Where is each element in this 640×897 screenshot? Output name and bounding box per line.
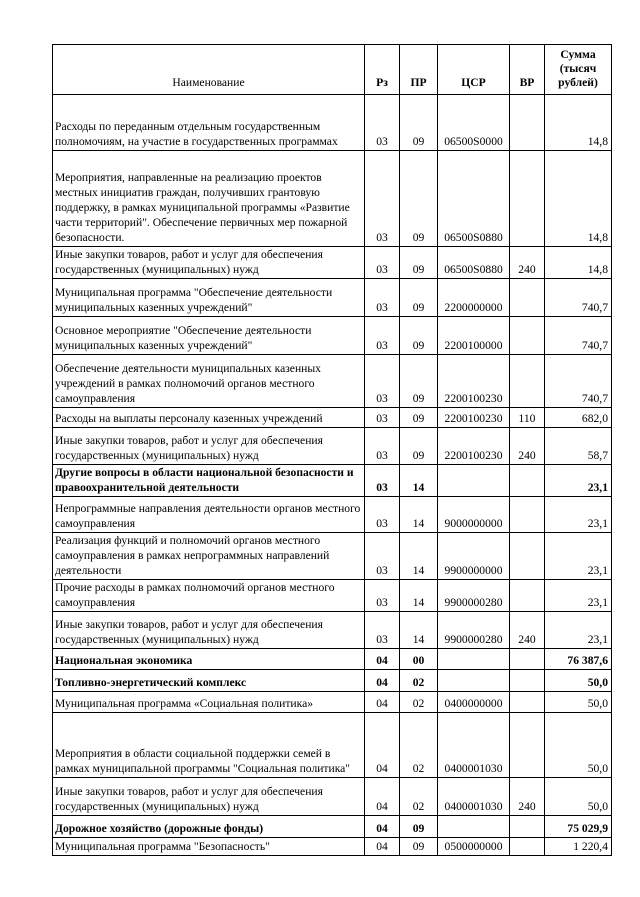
cell-sum: 23,1 (545, 612, 612, 649)
cell-vr (510, 649, 545, 670)
cell-name: Муниципальная программа "Обеспечение деятельности муниципальных казенных учреждений" (53, 279, 365, 317)
cell-rz: 04 (365, 649, 400, 670)
table-row (53, 465, 612, 497)
cell-vr: 240 (510, 778, 545, 816)
cell-csr: 0400001030 (438, 713, 510, 778)
cell-pr: 09 (400, 247, 438, 279)
table-row (53, 317, 612, 355)
cell-name: Обеспечение деятельности муниципальных казенных учреждений в рамках полномочий органов местного самоуправления (53, 355, 365, 408)
cell-csr: 9000000000 (438, 497, 510, 533)
cell-csr: 0400000000 (438, 692, 510, 713)
cell-rz: 04 (365, 778, 400, 816)
table-row (53, 580, 612, 612)
cell-pr: 14 (400, 533, 438, 580)
cell-vr (510, 533, 545, 580)
table-row (53, 612, 612, 649)
cell-pr: 00 (400, 649, 438, 670)
cell-pr: 14 (400, 465, 438, 497)
cell-csr: 9900000000 (438, 533, 510, 580)
cell-rz: 03 (365, 580, 400, 612)
cell-vr (510, 713, 545, 778)
cell-name: Основное мероприятие "Обеспечение деятельности муниципальных казенных учреждений" (53, 317, 365, 355)
cell-name: Иные закупки товаров, работ и услуг для обеспечения государственных (муниципальных) нужд (53, 778, 365, 816)
cell-sum: 50,0 (545, 692, 612, 713)
cell-vr (510, 670, 545, 692)
cell-name: Иные закупки товаров, работ и услуг для обеспечения государственных (муниципальных) нужд (53, 612, 365, 649)
cell-csr: 0400001030 (438, 778, 510, 816)
cell-rz: 03 (365, 355, 400, 408)
cell-csr (438, 465, 510, 497)
cell-rz: 03 (365, 408, 400, 428)
cell-vr (510, 151, 545, 247)
cell-rz: 03 (365, 151, 400, 247)
table-row (53, 692, 612, 713)
table-row (53, 649, 612, 670)
table-row (53, 778, 612, 816)
cell-rz: 04 (365, 670, 400, 692)
table-row (53, 151, 612, 247)
cell-sum: 740,7 (545, 355, 612, 408)
cell-pr: 14 (400, 580, 438, 612)
cell-sum: 14,8 (545, 151, 612, 247)
cell-vr (510, 497, 545, 533)
cell-csr: 06500S0880 (438, 247, 510, 279)
cell-pr: 09 (400, 816, 438, 838)
cell-name: Топливно-энергетический комплекс (53, 670, 365, 692)
table-row (53, 408, 612, 428)
cell-rz: 03 (365, 95, 400, 151)
cell-name: Мероприятия, направленные на реализацию проектов местных инициатив граждан, получивших грантовую поддержку, в рамках муниципальной программы «Развитие части территорий". Обеспечение первичных мер пожарной безопасности. (53, 151, 365, 247)
cell-vr: 110 (510, 408, 545, 428)
cell-vr: 240 (510, 428, 545, 465)
cell-vr (510, 580, 545, 612)
cell-pr: 09 (400, 408, 438, 428)
cell-pr: 09 (400, 279, 438, 317)
cell-name: Расходы на выплаты персоналу казенных учреждений (53, 408, 365, 428)
cell-sum: 58,7 (545, 428, 612, 465)
table-row (53, 355, 612, 408)
cell-csr: 2200100230 (438, 428, 510, 465)
cell-name: Муниципальная программа "Безопасность" (53, 838, 365, 856)
cell-vr (510, 355, 545, 408)
cell-pr: 02 (400, 713, 438, 778)
cell-csr: 06500S0000 (438, 95, 510, 151)
cell-name: Иные закупки товаров, работ и услуг для обеспечения государственных (муниципальных) нужд (53, 428, 365, 465)
cell-rz: 03 (365, 279, 400, 317)
cell-pr: 02 (400, 692, 438, 713)
table-row (53, 670, 612, 692)
cell-csr: 06500S0880 (438, 151, 510, 247)
cell-name: Реализация функций и полномочий органов местного самоуправления в рамках непрограммных направлений деятельности (53, 533, 365, 580)
cell-csr: 0500000000 (438, 838, 510, 856)
header-csr: ЦСР (438, 45, 510, 95)
cell-pr: 09 (400, 317, 438, 355)
header-rz: Рз (365, 45, 400, 95)
cell-name: Непрограммные направления деятельности органов местного самоуправления (53, 497, 365, 533)
cell-csr: 9900000280 (438, 580, 510, 612)
table-row (53, 838, 612, 856)
header-name: Наименование (53, 45, 365, 95)
table-row (53, 497, 612, 533)
budget-table (52, 44, 612, 856)
cell-rz: 04 (365, 838, 400, 856)
cell-name: Национальная экономика (53, 649, 365, 670)
cell-csr (438, 670, 510, 692)
cell-csr: 9900000280 (438, 612, 510, 649)
table-row (53, 533, 612, 580)
cell-sum: 14,8 (545, 95, 612, 151)
cell-vr (510, 692, 545, 713)
cell-pr: 09 (400, 838, 438, 856)
table-row (53, 428, 612, 465)
cell-vr (510, 317, 545, 355)
header-sum-line1: Сумма (560, 48, 596, 61)
cell-csr (438, 649, 510, 670)
cell-name: Прочие расходы в рамках полномочий органов местного самоуправления (53, 580, 365, 612)
cell-sum: 50,0 (545, 778, 612, 816)
cell-sum: 75 029,9 (545, 816, 612, 838)
cell-sum: 23,1 (545, 497, 612, 533)
cell-pr: 14 (400, 612, 438, 649)
cell-rz: 03 (365, 317, 400, 355)
header-pr: ПР (400, 45, 438, 95)
cell-sum: 76 387,6 (545, 649, 612, 670)
cell-rz: 04 (365, 692, 400, 713)
cell-vr (510, 838, 545, 856)
cell-pr: 02 (400, 670, 438, 692)
cell-pr: 02 (400, 778, 438, 816)
header-sum (545, 45, 612, 95)
cell-csr (438, 816, 510, 838)
table-header-row (53, 45, 612, 95)
cell-sum: 740,7 (545, 317, 612, 355)
cell-rz: 04 (365, 713, 400, 778)
table-row (53, 713, 612, 778)
cell-sum: 50,0 (545, 670, 612, 692)
cell-vr: 240 (510, 247, 545, 279)
cell-sum: 23,1 (545, 580, 612, 612)
cell-vr (510, 279, 545, 317)
cell-sum: 50,0 (545, 713, 612, 778)
cell-sum: 682,0 (545, 408, 612, 428)
cell-pr: 09 (400, 355, 438, 408)
cell-pr: 09 (400, 151, 438, 247)
cell-sum: 14,8 (545, 247, 612, 279)
table-row (53, 95, 612, 151)
cell-csr: 2200100230 (438, 408, 510, 428)
cell-sum: 23,1 (545, 533, 612, 580)
cell-pr: 09 (400, 95, 438, 151)
cell-rz: 03 (365, 612, 400, 649)
table-body (53, 95, 612, 856)
cell-vr (510, 95, 545, 151)
cell-csr: 2200000000 (438, 279, 510, 317)
cell-rz: 03 (365, 465, 400, 497)
header-vr: ВР (510, 45, 545, 95)
header-sum-line2: (тысяч (559, 62, 597, 75)
table-row (53, 279, 612, 317)
cell-sum: 23,1 (545, 465, 612, 497)
cell-name: Муниципальная программа «Социальная политика» (53, 692, 365, 713)
cell-name: Расходы по переданным отдельным государственным полномочиям, на участие в государственных программах (53, 95, 365, 151)
cell-name: Дорожное хозяйство (дорожные фонды) (53, 816, 365, 838)
cell-rz: 03 (365, 497, 400, 533)
cell-name: Иные закупки товаров, работ и услуг для обеспечения государственных (муниципальных) нужд (53, 247, 365, 279)
cell-name: Другие вопросы в области национальной безопасности и правоохранительной деятельности (53, 465, 365, 497)
cell-rz: 04 (365, 816, 400, 838)
cell-name: Мероприятия в области социальной поддержки семей в рамках муниципальной программы "Социальная политика" (53, 713, 365, 778)
cell-pr: 09 (400, 428, 438, 465)
cell-vr (510, 816, 545, 838)
table-row (53, 247, 612, 279)
cell-sum: 740,7 (545, 279, 612, 317)
cell-rz: 03 (365, 428, 400, 465)
cell-pr: 14 (400, 497, 438, 533)
cell-vr (510, 465, 545, 497)
table-row (53, 816, 612, 838)
cell-csr: 2200100230 (438, 355, 510, 408)
cell-vr: 240 (510, 612, 545, 649)
cell-csr: 2200100000 (438, 317, 510, 355)
header-sum-line3: рублей) (558, 76, 598, 89)
cell-rz: 03 (365, 247, 400, 279)
cell-rz: 03 (365, 533, 400, 580)
cell-sum: 1 220,4 (545, 838, 612, 856)
